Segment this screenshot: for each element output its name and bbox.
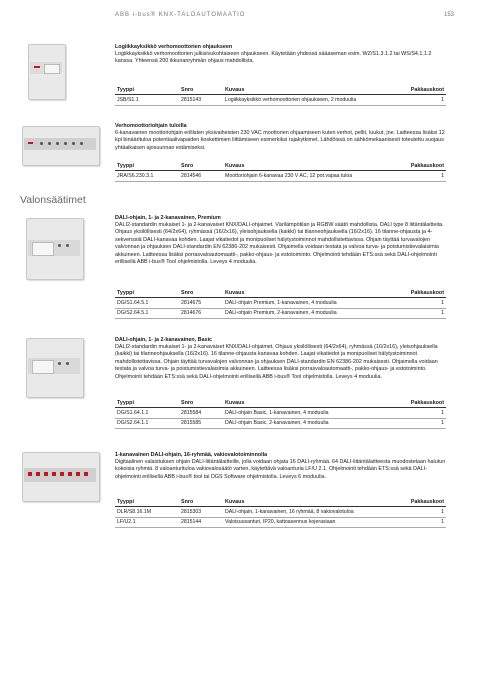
col-snro: Snro [179, 399, 223, 408]
cell-pack: 1 [402, 507, 446, 518]
table-header-row [115, 289, 446, 298]
cell-type: JRA/S6.230.3.1 [115, 171, 179, 182]
cell-pack: 1 [402, 408, 446, 419]
col-type: Tyyppi [115, 86, 179, 95]
col-desc: Kuvaus [223, 162, 402, 171]
cell-desc: DALI-ohjain Premium, 2-kanavainen, 4 moduulia [223, 308, 402, 319]
cell-type: DLR/S8.16.1M [115, 507, 179, 518]
product-table-dlr [115, 498, 446, 528]
table-header-row [115, 399, 446, 408]
cell-type: DG/S2.64.1.1 [115, 418, 179, 429]
table-header-row [115, 86, 446, 95]
col-pack: Pakkauskoot [402, 162, 446, 171]
cell-pack: 1 [402, 308, 446, 319]
table-row [115, 418, 446, 429]
cell-snro: 2814675 [179, 298, 223, 309]
product-title: Logiikkayksikkö verhomoottorien ohjaukseen [115, 44, 233, 50]
product-table-jra [115, 162, 446, 182]
table-row [115, 95, 446, 106]
cell-type: DG/S1.64.5.1 [115, 298, 179, 309]
cell-pack: 1 [402, 517, 446, 528]
product-description: DALI2-standardin mukaiset 1- ja 2-kanavaiset KNX/DALI-ohjaimet. Värilämpötilan ja RGBW säätö mahdollista. DALI type 8 liitäntälaitteita. Ohjaus yksilöllisesti (64/2x64), ryhmässä (16/2x16), yleisohjauksella (kaikki) tai tilanneohjauksella (16/2x16). 16 tilanne-ohjausta ja 4-sekvenssiä DALI-kanavaa kohden. Laajat vikatiedot ja monipuoliset hälytystoiminnot mahdollistettavissa. Ohjain täyttää turvavalojen valvonnan ja ohjauksen DALI-standardin EN 62386-202 mukaisesti. Ohjaimella voidaan testata ja valvoa turva- ja poistumistievalaisimia akkuineen. Laitteessa lisäksi porrasvaloautomaatti-, pakko-ohjaus- ja estotoiminto. Ohjelmointi tehdään ETS:ssä sekä DALI-ohjelmointi erillisellä ABB i-bus® Tool ohjelmistolla. Leveys 4 moduulia. [115, 222, 444, 266]
cell-type: JSB/S1.1 [115, 95, 179, 106]
cell-snro: 2815584 [179, 408, 223, 419]
product-block-dlr [115, 452, 446, 481]
product-block-dali-basic [115, 337, 446, 381]
table-header-row [115, 162, 446, 171]
product-description: DALI2-standardin mukaiset 1- ja 2-kanavaiset KNX/DALI-ohjaimet. Ohjaus yksilöllisesti (64/2x64), ryhmässä (16/2x16), yleisohjauksella (kaikki) tai tilanneohjauksella (16/2x16). 16 tilanne-ohjausta kanavaa kohden. Laajat vikatiedot ja monipuoliset hälytystoiminnot mahdollistettavissa. Ohjain täyttää turvavalojen valvonnan ja ohjauksen DALI-standardin EN 62386-202 mukaisesti. Ohjaimella voidaan testata ja valvoa turva- ja poistumistievalaisimia akkuineen. Laitteessa lisäksi porrasvaloautomaatti-, pakko-ohjaus- ja estotoiminto. Ohjelmointi tehdään ETS:ssä sekä DALI-ohjelmointi erillisellä ABB i-bus® Tool ohjelmistolla. Leveys 4 moduulia. [115, 344, 438, 380]
cell-snro: 2815303 [179, 507, 223, 518]
cell-desc: DALI-ohjain Basic, 1-kanavainen, 4 moduulia [223, 408, 402, 419]
col-desc: Kuvaus [223, 498, 402, 507]
product-block-jra [115, 123, 446, 152]
table-header-row [115, 498, 446, 507]
cell-snro: 2814546 [179, 171, 223, 182]
col-snro: Snro [179, 86, 223, 95]
product-table-jsb [115, 86, 446, 106]
cell-desc: DALI-ohjain, 1-kanavainen, 16 ryhmää, 8 vakiovalotuloa [223, 507, 402, 518]
table-row [115, 298, 446, 309]
cell-type: LF/U2.1 [115, 517, 179, 528]
col-pack: Pakkauskoot [402, 289, 446, 298]
cell-snro: 2814676 [179, 308, 223, 319]
cell-pack: 1 [402, 171, 446, 182]
cell-snro: 2815585 [179, 418, 223, 429]
product-image-jsb [20, 40, 100, 100]
cell-snro: 2815144 [179, 517, 223, 528]
col-type: Tyyppi [115, 162, 179, 171]
cell-desc: DALI-ohjain Basic, 2-kanavainen, 4 moduulia [223, 418, 402, 429]
product-description: Logiikkayksikkö verhomoottorien julkisivukohtaiseen ohjaukseen. Käytetään yhdessä sääaseman esim. WZ/S1.3.1.2 tai WS/S4.1.1.2 kanssa. Yhteensä 200 ikkunanryhmän ohjaus mahdollista. [115, 51, 432, 65]
header-title: ABB i-bus® KNX-TALOAUTOMAATIO [115, 12, 246, 18]
product-table-dali-premium [115, 289, 446, 319]
product-block-dali-premium [115, 215, 446, 266]
table-row [115, 408, 446, 419]
cell-pack: 1 [402, 95, 446, 106]
product-table-dali-basic [115, 399, 446, 429]
product-image-jra [20, 118, 100, 170]
product-block-jsb [115, 44, 446, 66]
section-heading: Valonsäätimet [20, 194, 86, 206]
cell-type: DG/S1.64.1.1 [115, 408, 179, 419]
col-snro: Snro [179, 289, 223, 298]
cell-desc: DALI-ohjain Premium, 1-kanavainen, 4 moduulia [223, 298, 402, 309]
col-pack: Pakkauskoot [402, 399, 446, 408]
cell-snro: 2815143 [179, 95, 223, 106]
cell-pack: 1 [402, 418, 446, 429]
cell-type: DG/S2.64.5.1 [115, 308, 179, 319]
product-title: DALI-ohjain, 1- ja 2-kanavainen, Premium [115, 215, 221, 221]
col-snro: Snro [179, 498, 223, 507]
page-number: 153 [443, 12, 454, 18]
table-row [115, 507, 446, 518]
product-image-dali-basic [20, 334, 100, 402]
col-desc: Kuvaus [223, 399, 402, 408]
col-type: Tyyppi [115, 399, 179, 408]
col-desc: Kuvaus [223, 86, 402, 95]
col-snro: Snro [179, 162, 223, 171]
cell-pack: 1 [402, 298, 446, 309]
table-row [115, 308, 446, 319]
product-title: DALI-ohjain, 1- ja 2-kanavainen, Basic [115, 337, 213, 343]
col-desc: Kuvaus [223, 289, 402, 298]
page-header [115, 12, 454, 22]
cell-desc: Moottoriohjain 6-kanavaa 230 V AC, 12 pot.vapaa tuloa [223, 171, 402, 182]
product-title: Verhomoottoriohjain tuloilla [115, 123, 187, 129]
col-type: Tyyppi [115, 289, 179, 298]
table-row [115, 171, 446, 182]
cell-desc: Valoisuusanturi, IP20, kattoasennus kojerasiaan [223, 517, 402, 528]
col-pack: Pakkauskoot [402, 86, 446, 95]
product-image-dlr [20, 446, 100, 508]
product-description: 6-kanavainen moottoriohjain erillisten yksivaiheisten 230 VAC moottorien ohjaamiseen kuten verhot, pellit, luukut, jne. Laitteessa lisäksi 12 kpl binäärituloa potentiaalivapaiden koskettimien liittämiseen esimerkiksi rajakytkimet. Lähdöissä on sähkömekaanisesti toteutettu suojaus yhtäaikaisen ajosuunnan estämiseksi. [115, 130, 445, 151]
product-title: 1-kanavainen DALI-ohjain, 16-ryhmää, vakiovalotoiminnolla [115, 452, 268, 458]
cell-desc: Logiikkayksikkö verhomoottorien ohjaukseen, 2 moduulia [223, 95, 402, 106]
product-description: Digitaalinen valaistuksen ohjain DALI-liitäntälaitteille, jolla voidaan ohjata 16 DALI-ryhmää. 64 DALI-liitäntälaitteesta muodostetaan halutun kokoisia ryhmiä. 8 valoanturituloa vakiovalosäätö varten, käytettävä valoanturia LF/U 2.1. Ohjelmointi tehdään ETS:ssä sekä DALI-ohjelmointi erillisellä ABB i-bus® tool tai DGS Software ohjelmistolla. Leveys 6 moduulia. [115, 459, 446, 480]
col-type: Tyyppi [115, 498, 179, 507]
product-image-dali-premium [20, 214, 100, 284]
table-row [115, 517, 446, 528]
col-pack: Pakkauskoot [402, 498, 446, 507]
